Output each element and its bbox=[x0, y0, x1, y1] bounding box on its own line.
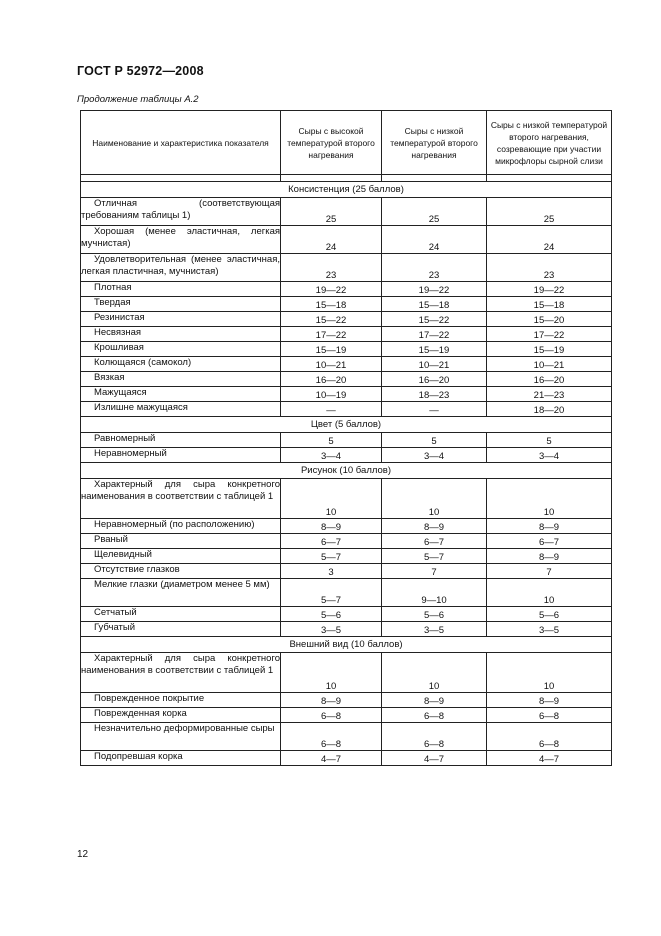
score-cell: 6—8 bbox=[281, 723, 382, 751]
score-cell: 17—22 bbox=[281, 327, 382, 342]
score-cell: 21—23 bbox=[487, 387, 612, 402]
table-row bbox=[81, 226, 612, 254]
score-cell: 17—22 bbox=[487, 327, 612, 342]
score-cell: 19—22 bbox=[487, 282, 612, 297]
score-cell: 7 bbox=[382, 564, 487, 579]
row-label: Поврежденное покрытие bbox=[81, 693, 281, 708]
score-cell: 10—21 bbox=[281, 357, 382, 372]
table-row bbox=[81, 357, 612, 372]
score-cell: 17—22 bbox=[382, 327, 487, 342]
score-cell: 10—19 bbox=[281, 387, 382, 402]
score-cell: 3—4 bbox=[382, 448, 487, 463]
header-low-temp: Сыры с низкой температурой второго нагревания bbox=[382, 111, 487, 175]
score-cell: 3—5 bbox=[487, 622, 612, 637]
table-row bbox=[81, 297, 612, 312]
score-cell: 3—4 bbox=[487, 448, 612, 463]
score-cell: 24 bbox=[487, 226, 612, 254]
score-cell: 8—9 bbox=[487, 693, 612, 708]
row-label: Рваный bbox=[81, 534, 281, 549]
score-cell: 23 bbox=[487, 254, 612, 282]
row-label: Незначительно деформированные сыры bbox=[81, 723, 281, 751]
score-cell: 19—22 bbox=[281, 282, 382, 297]
score-cell: 10—21 bbox=[382, 357, 487, 372]
score-cell: 15—18 bbox=[487, 297, 612, 312]
score-cell: 15—22 bbox=[382, 312, 487, 327]
table-row bbox=[81, 564, 612, 579]
table-row bbox=[81, 312, 612, 327]
score-cell: 8—9 bbox=[382, 519, 487, 534]
score-cell: 15—19 bbox=[382, 342, 487, 357]
row-label: Равномерный bbox=[81, 433, 281, 448]
table-row bbox=[81, 387, 612, 402]
section-row bbox=[81, 182, 612, 198]
row-label: Твердая bbox=[81, 297, 281, 312]
score-cell: 24 bbox=[382, 226, 487, 254]
score-cell: 25 bbox=[382, 198, 487, 226]
score-cell: 16—20 bbox=[382, 372, 487, 387]
row-label: Удовлетворительная (менее эластичная, легкая пластичная, мучнистая) bbox=[81, 254, 281, 282]
table-row bbox=[81, 607, 612, 622]
score-cell: 7 bbox=[487, 564, 612, 579]
row-label: Мажущаяся bbox=[81, 387, 281, 402]
score-cell: 15—19 bbox=[487, 342, 612, 357]
table-row bbox=[81, 653, 612, 693]
table-row bbox=[81, 448, 612, 463]
row-label: Мелкие глазки (диаметром менее 5 мм) bbox=[81, 579, 281, 607]
score-cell: 15—22 bbox=[281, 312, 382, 327]
table-row bbox=[81, 327, 612, 342]
score-cell: 15—20 bbox=[487, 312, 612, 327]
row-label: Губчатый bbox=[81, 622, 281, 637]
table-row bbox=[81, 622, 612, 637]
row-label: Характерный для сыра конкретного наименования в соответствии с таблицей 1 bbox=[81, 479, 281, 519]
row-label: Плотная bbox=[81, 282, 281, 297]
score-cell: 8—9 bbox=[382, 693, 487, 708]
table-row bbox=[81, 433, 612, 448]
row-label: Несвязная bbox=[81, 327, 281, 342]
row-label: Резинистая bbox=[81, 312, 281, 327]
score-cell: 5 bbox=[487, 433, 612, 448]
score-cell: 6—8 bbox=[487, 723, 612, 751]
score-cell: — bbox=[281, 402, 382, 417]
score-cell: — bbox=[382, 402, 487, 417]
table-row bbox=[81, 402, 612, 417]
table-continuation-label: Продолжение таблицы А.2 bbox=[77, 94, 199, 105]
cheese-score-table bbox=[80, 110, 612, 766]
row-label: Неравномерный (по расположению) bbox=[81, 519, 281, 534]
row-label: Отличная (соответствующая требованиям таблицы 1) bbox=[81, 198, 281, 226]
score-cell: 3—5 bbox=[382, 622, 487, 637]
score-cell: 10 bbox=[382, 653, 487, 693]
score-cell: 10 bbox=[382, 479, 487, 519]
score-cell: 10—21 bbox=[487, 357, 612, 372]
score-cell: 3 bbox=[281, 564, 382, 579]
score-cell: 18—20 bbox=[487, 402, 612, 417]
section-title: Рисунок (10 баллов) bbox=[81, 463, 612, 479]
score-cell: 6—8 bbox=[281, 708, 382, 723]
row-label: Хорошая (менее эластичная, легкая мучнистая) bbox=[81, 226, 281, 254]
score-cell: 15—18 bbox=[281, 297, 382, 312]
table-row bbox=[81, 254, 612, 282]
score-cell: 3—4 bbox=[281, 448, 382, 463]
score-cell: 10 bbox=[281, 653, 382, 693]
table-row bbox=[81, 723, 612, 751]
row-label: Сетчатый bbox=[81, 607, 281, 622]
row-label: Поврежденная корка bbox=[81, 708, 281, 723]
section-row bbox=[81, 463, 612, 479]
score-cell: 5—7 bbox=[281, 549, 382, 564]
score-cell: 8—9 bbox=[281, 693, 382, 708]
document-title: ГОСТ Р 52972—2008 bbox=[77, 64, 204, 78]
row-label: Подопревшая корка bbox=[81, 751, 281, 766]
score-cell: 6—8 bbox=[382, 708, 487, 723]
score-cell: 8—9 bbox=[487, 549, 612, 564]
table-row bbox=[81, 198, 612, 226]
table-row bbox=[81, 342, 612, 357]
row-label: Характерный для сыра конкретного наименования в соответствии с таблицей 1 bbox=[81, 653, 281, 693]
score-cell: 9—10 bbox=[382, 579, 487, 607]
score-cell: 5 bbox=[382, 433, 487, 448]
score-cell: 6—7 bbox=[281, 534, 382, 549]
page-number: 12 bbox=[77, 849, 89, 860]
score-cell: 10 bbox=[487, 653, 612, 693]
section-title: Цвет (5 баллов) bbox=[81, 417, 612, 433]
header-low-temp-smear: Сыры с низкой температурой второго нагревания, созревающие при участии микрофлоры сырной слизи bbox=[487, 111, 612, 175]
table-row bbox=[81, 693, 612, 708]
score-cell: 25 bbox=[487, 198, 612, 226]
table-row bbox=[81, 579, 612, 607]
table-row bbox=[81, 372, 612, 387]
score-cell: 3—5 bbox=[281, 622, 382, 637]
score-cell: 16—20 bbox=[487, 372, 612, 387]
score-cell: 23 bbox=[382, 254, 487, 282]
header-indicator: Наименование и характеристика показателя bbox=[81, 111, 281, 175]
score-cell: 5—7 bbox=[382, 549, 487, 564]
row-label: Вязкая bbox=[81, 372, 281, 387]
section-row bbox=[81, 637, 612, 653]
score-cell: 4—7 bbox=[382, 751, 487, 766]
table-body bbox=[81, 182, 612, 766]
table-row bbox=[81, 751, 612, 766]
row-label: Крошливая bbox=[81, 342, 281, 357]
score-cell: 19—22 bbox=[382, 282, 487, 297]
score-cell: 8—9 bbox=[281, 519, 382, 534]
score-cell: 6—8 bbox=[382, 723, 487, 751]
row-label: Колющаяся (самокол) bbox=[81, 357, 281, 372]
header-high-temp: Сыры с высокой температурой второго нагревания bbox=[281, 111, 382, 175]
score-cell: 10 bbox=[487, 579, 612, 607]
score-cell: 4—7 bbox=[281, 751, 382, 766]
score-cell: 6—8 bbox=[487, 708, 612, 723]
score-cell: 6—7 bbox=[382, 534, 487, 549]
score-cell: 24 bbox=[281, 226, 382, 254]
score-cell: 25 bbox=[281, 198, 382, 226]
table-row bbox=[81, 519, 612, 534]
section-title: Внешний вид (10 баллов) bbox=[81, 637, 612, 653]
table-row bbox=[81, 479, 612, 519]
table-row bbox=[81, 534, 612, 549]
score-cell: 23 bbox=[281, 254, 382, 282]
score-cell: 6—7 bbox=[487, 534, 612, 549]
score-cell: 15—18 bbox=[382, 297, 487, 312]
section-row bbox=[81, 417, 612, 433]
section-title: Консистенция (25 баллов) bbox=[81, 182, 612, 198]
score-cell: 4—7 bbox=[487, 751, 612, 766]
score-cell: 5—6 bbox=[281, 607, 382, 622]
score-cell: 15—19 bbox=[281, 342, 382, 357]
score-cell: 10 bbox=[281, 479, 382, 519]
score-cell: 10 bbox=[487, 479, 612, 519]
score-cell: 16—20 bbox=[281, 372, 382, 387]
score-cell: 18—23 bbox=[382, 387, 487, 402]
table-row bbox=[81, 282, 612, 297]
score-cell: 5—6 bbox=[487, 607, 612, 622]
row-label: Щелевидный bbox=[81, 549, 281, 564]
score-cell: 5 bbox=[281, 433, 382, 448]
row-label: Неравномерный bbox=[81, 448, 281, 463]
row-label: Отсутствие глазков bbox=[81, 564, 281, 579]
table-row bbox=[81, 549, 612, 564]
table-row bbox=[81, 708, 612, 723]
score-cell: 5—6 bbox=[382, 607, 487, 622]
score-cell: 8—9 bbox=[487, 519, 612, 534]
row-label: Излишне мажущаяся bbox=[81, 402, 281, 417]
score-cell: 5—7 bbox=[281, 579, 382, 607]
